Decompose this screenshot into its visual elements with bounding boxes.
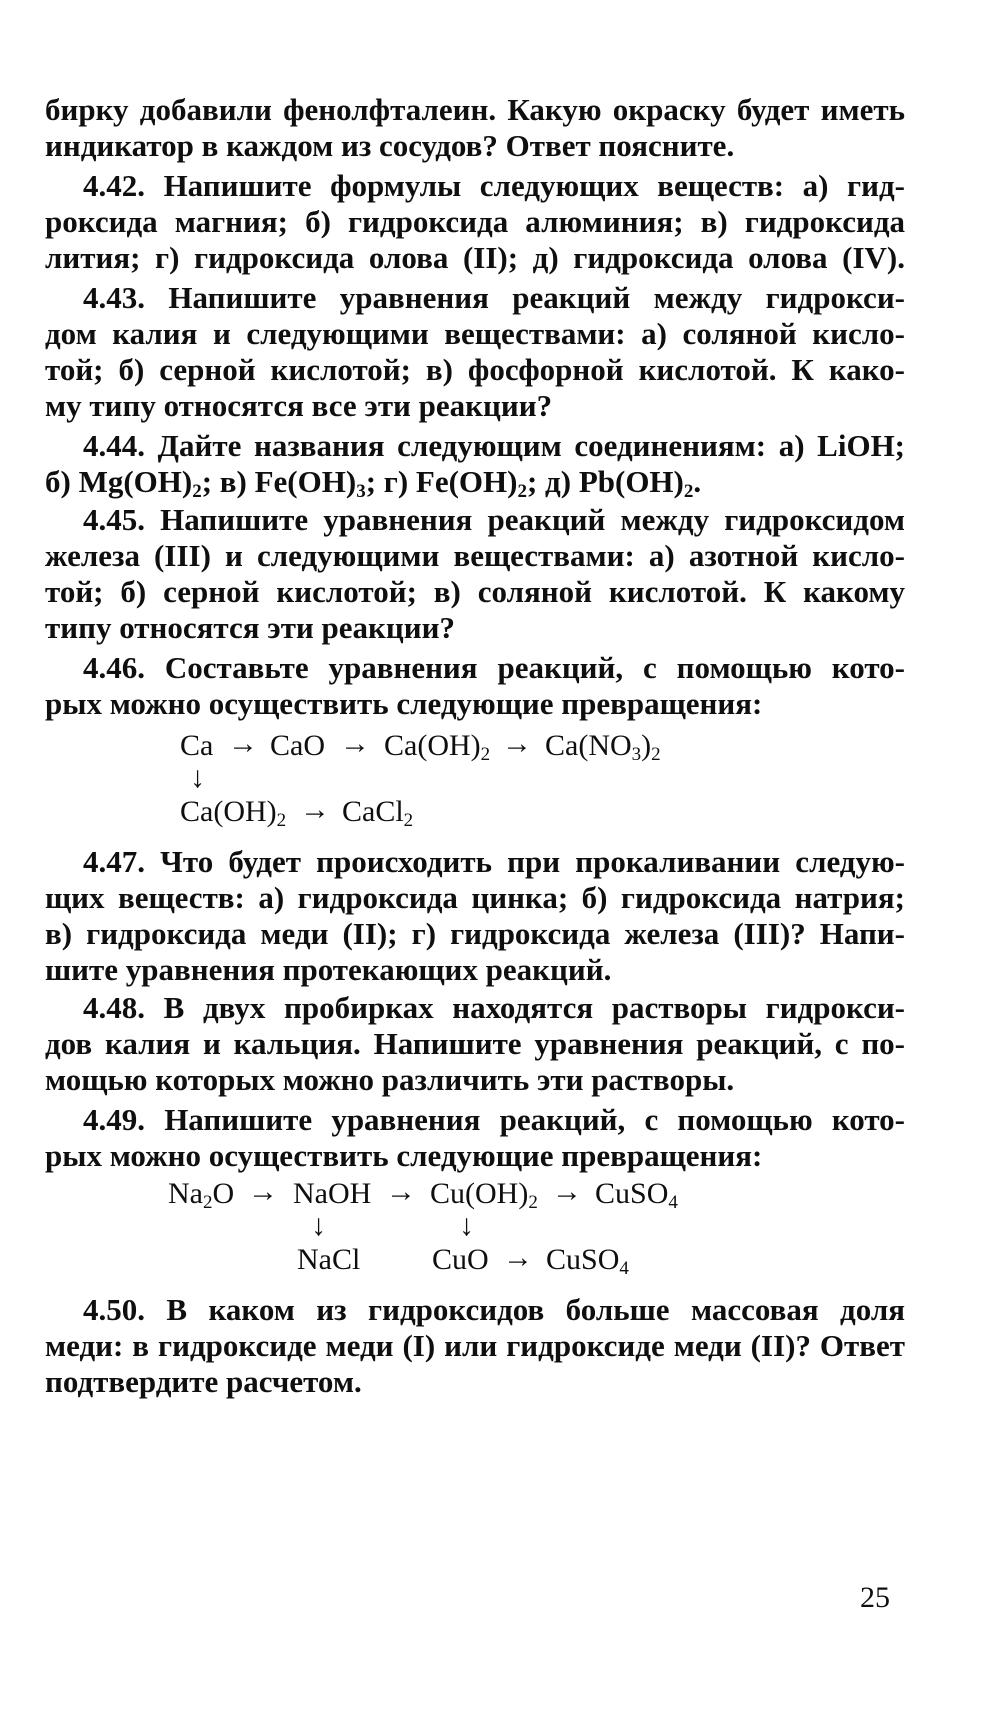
problem-number: 4.44. [83, 428, 145, 463]
text-span: Напишите уравнения реакций между гидрокси- [168, 280, 906, 315]
text-span: Дайте названия следующим соединениям: а) LiOH; [157, 428, 906, 463]
formula-cuo: CuO [432, 1243, 489, 1276]
text-line: типу относятся эти реакции? [45, 610, 455, 645]
text-line: дом калия и следующими веществами: а) соляной кисло- [45, 316, 905, 351]
formula-na2o [168, 1174, 234, 1214]
text-span: ) [641, 729, 652, 762]
formula-caoh2 [180, 792, 286, 832]
arrow-icon: → [386, 1175, 416, 1208]
text-span: Ca(NO [545, 729, 632, 762]
text-span: Na [168, 1177, 203, 1210]
problem-number: 4.47. [83, 844, 145, 879]
formula-naoh: NaOH [293, 1177, 372, 1210]
problem-number: 4.49. [83, 1102, 145, 1137]
text-span: CaCl [342, 795, 404, 828]
text-span: б) Mg(OH) [45, 464, 193, 499]
text-line: роксида магния; б) гидроксида алюминия; в) гидроксида [45, 204, 905, 239]
problem-4-42 [83, 166, 905, 206]
formula-cuoh2 [430, 1174, 538, 1214]
text-line: меди: в гидроксиде меди (I) или гидроксиде меди (II)? Ответ [45, 1328, 905, 1363]
formula-cacl2 [342, 792, 413, 832]
text-line: бирку добавили фенолфталеин. Какую окраску будет иметь [45, 92, 905, 127]
text-span: CuSO [546, 1243, 620, 1276]
arrow-icon: → [300, 793, 330, 826]
text-line: той; б) серной кислотой; в) соляной кислотой. К какому [45, 574, 905, 609]
text-line: подтвердите расчетом. [45, 1364, 362, 1399]
text-span: CuSO [595, 1177, 669, 1210]
problem-4-46 [83, 648, 905, 688]
subscript: 2 [528, 1192, 538, 1213]
subscript: 2 [276, 810, 287, 831]
problem-number: 4.50. [83, 1292, 145, 1327]
arrow-down-icon: ↓ [311, 1209, 326, 1242]
text-span: Ca(OH) [384, 729, 481, 762]
text-span: В двух пробирках находятся растворы гидрокси- [163, 990, 906, 1025]
text-line: рых можно осуществить следующие превращения: [45, 1138, 763, 1173]
text-span: Напишите формулы следующих веществ: а) гид- [163, 168, 906, 203]
arrow-icon: → [502, 727, 532, 760]
text-span: Что будет происходить при прокаливании следую- [160, 844, 906, 879]
problem-4-45 [83, 500, 905, 540]
subscript: 2 [651, 744, 661, 765]
text-line: му типу относятся все эти реакции? [45, 388, 553, 423]
text-span: ; в) Fe(OH) [201, 464, 357, 499]
arrow-icon: → [248, 1175, 278, 1208]
text-line: той; б) серной кислотой; в) фосфорной кислотой. К како- [45, 352, 905, 387]
problem-4-44 [83, 426, 905, 466]
subscript: 3 [631, 744, 642, 765]
arrow-down-icon: ↓ [190, 761, 205, 794]
subscript: 4 [668, 1192, 678, 1213]
formula-ca: Ca [180, 729, 214, 762]
arrow-icon: → [552, 1175, 582, 1208]
text-line: в) гидроксида меди (II); г) гидроксида железа (III)? Напи- [45, 916, 905, 951]
text-span: ; д) Pb(OH) [526, 464, 684, 499]
arrow-down-icon: ↓ [459, 1209, 474, 1242]
text-line [45, 462, 905, 502]
formula-cuso4 [595, 1174, 678, 1214]
text-span: В каком из гидроксидов больше массовая доля [166, 1292, 905, 1327]
formula-nacl: NaCl [297, 1243, 361, 1276]
text-span: Cu(OH) [430, 1177, 529, 1210]
problem-4-47 [83, 842, 905, 882]
text-span: O [212, 1177, 235, 1210]
subscript: 2 [202, 1192, 213, 1213]
subscript: 2 [403, 810, 414, 831]
text-line: лития; г) гидроксида олова (II); д) гидроксида олова (IV). [45, 240, 905, 275]
formula-cano32 [545, 726, 661, 766]
text-span: Составьте уравнения реакций, с помощью кото- [164, 650, 905, 685]
problem-number: 4.42. [83, 168, 145, 203]
text-line: шите уравнения протекающих реакций. [45, 952, 612, 987]
formula-caoh2 [384, 726, 490, 766]
problem-number: 4.46. [83, 650, 145, 685]
subscript: 2 [480, 744, 491, 765]
text-line: мощью которых можно различить эти растворы. [45, 1062, 735, 1097]
arrow-icon: → [340, 727, 370, 760]
problem-4-49 [83, 1100, 905, 1140]
text-span: Ca(OH) [180, 795, 277, 828]
problem-4-50 [83, 1290, 905, 1330]
formula-cuso4 [546, 1240, 629, 1280]
problem-4-43 [83, 278, 905, 318]
subscript: 2 [192, 481, 202, 502]
subscript: 2 [683, 481, 694, 502]
problem-4-48 [83, 988, 905, 1028]
problem-number: 4.45. [83, 502, 145, 537]
problem-number: 4.48. [83, 990, 145, 1025]
text-line: железа (III) и следующими веществами: а) азотной кисло- [45, 538, 905, 573]
subscript: 2 [517, 481, 527, 502]
page-number: 25 [860, 1581, 890, 1614]
text-line: щих веществ: а) гидроксида цинка; б) гидроксида натрия; [45, 880, 905, 915]
text-line: индикатор в каждом из сосудов? Ответ поясните. [45, 128, 735, 163]
subscript: 4 [619, 1258, 629, 1279]
arrow-icon: → [503, 1241, 533, 1274]
formula-cao: CaO [270, 729, 325, 762]
text-span: Напишите уравнения реакций между гидроксидом [160, 502, 905, 537]
text-span: Напишите уравнения реакций, с помощью кото- [164, 1102, 906, 1137]
text-span: . [693, 464, 702, 499]
problem-number: 4.43. [83, 280, 145, 315]
text-span: ; г) Fe(OH) [365, 464, 518, 499]
text-line: рых можно осуществить следующие превращения: [45, 686, 763, 721]
text-line: дов калия и кальция. Напишите уравнения реакций, с по- [45, 1026, 905, 1061]
subscript: 3 [356, 481, 366, 502]
arrow-icon: → [228, 727, 258, 760]
